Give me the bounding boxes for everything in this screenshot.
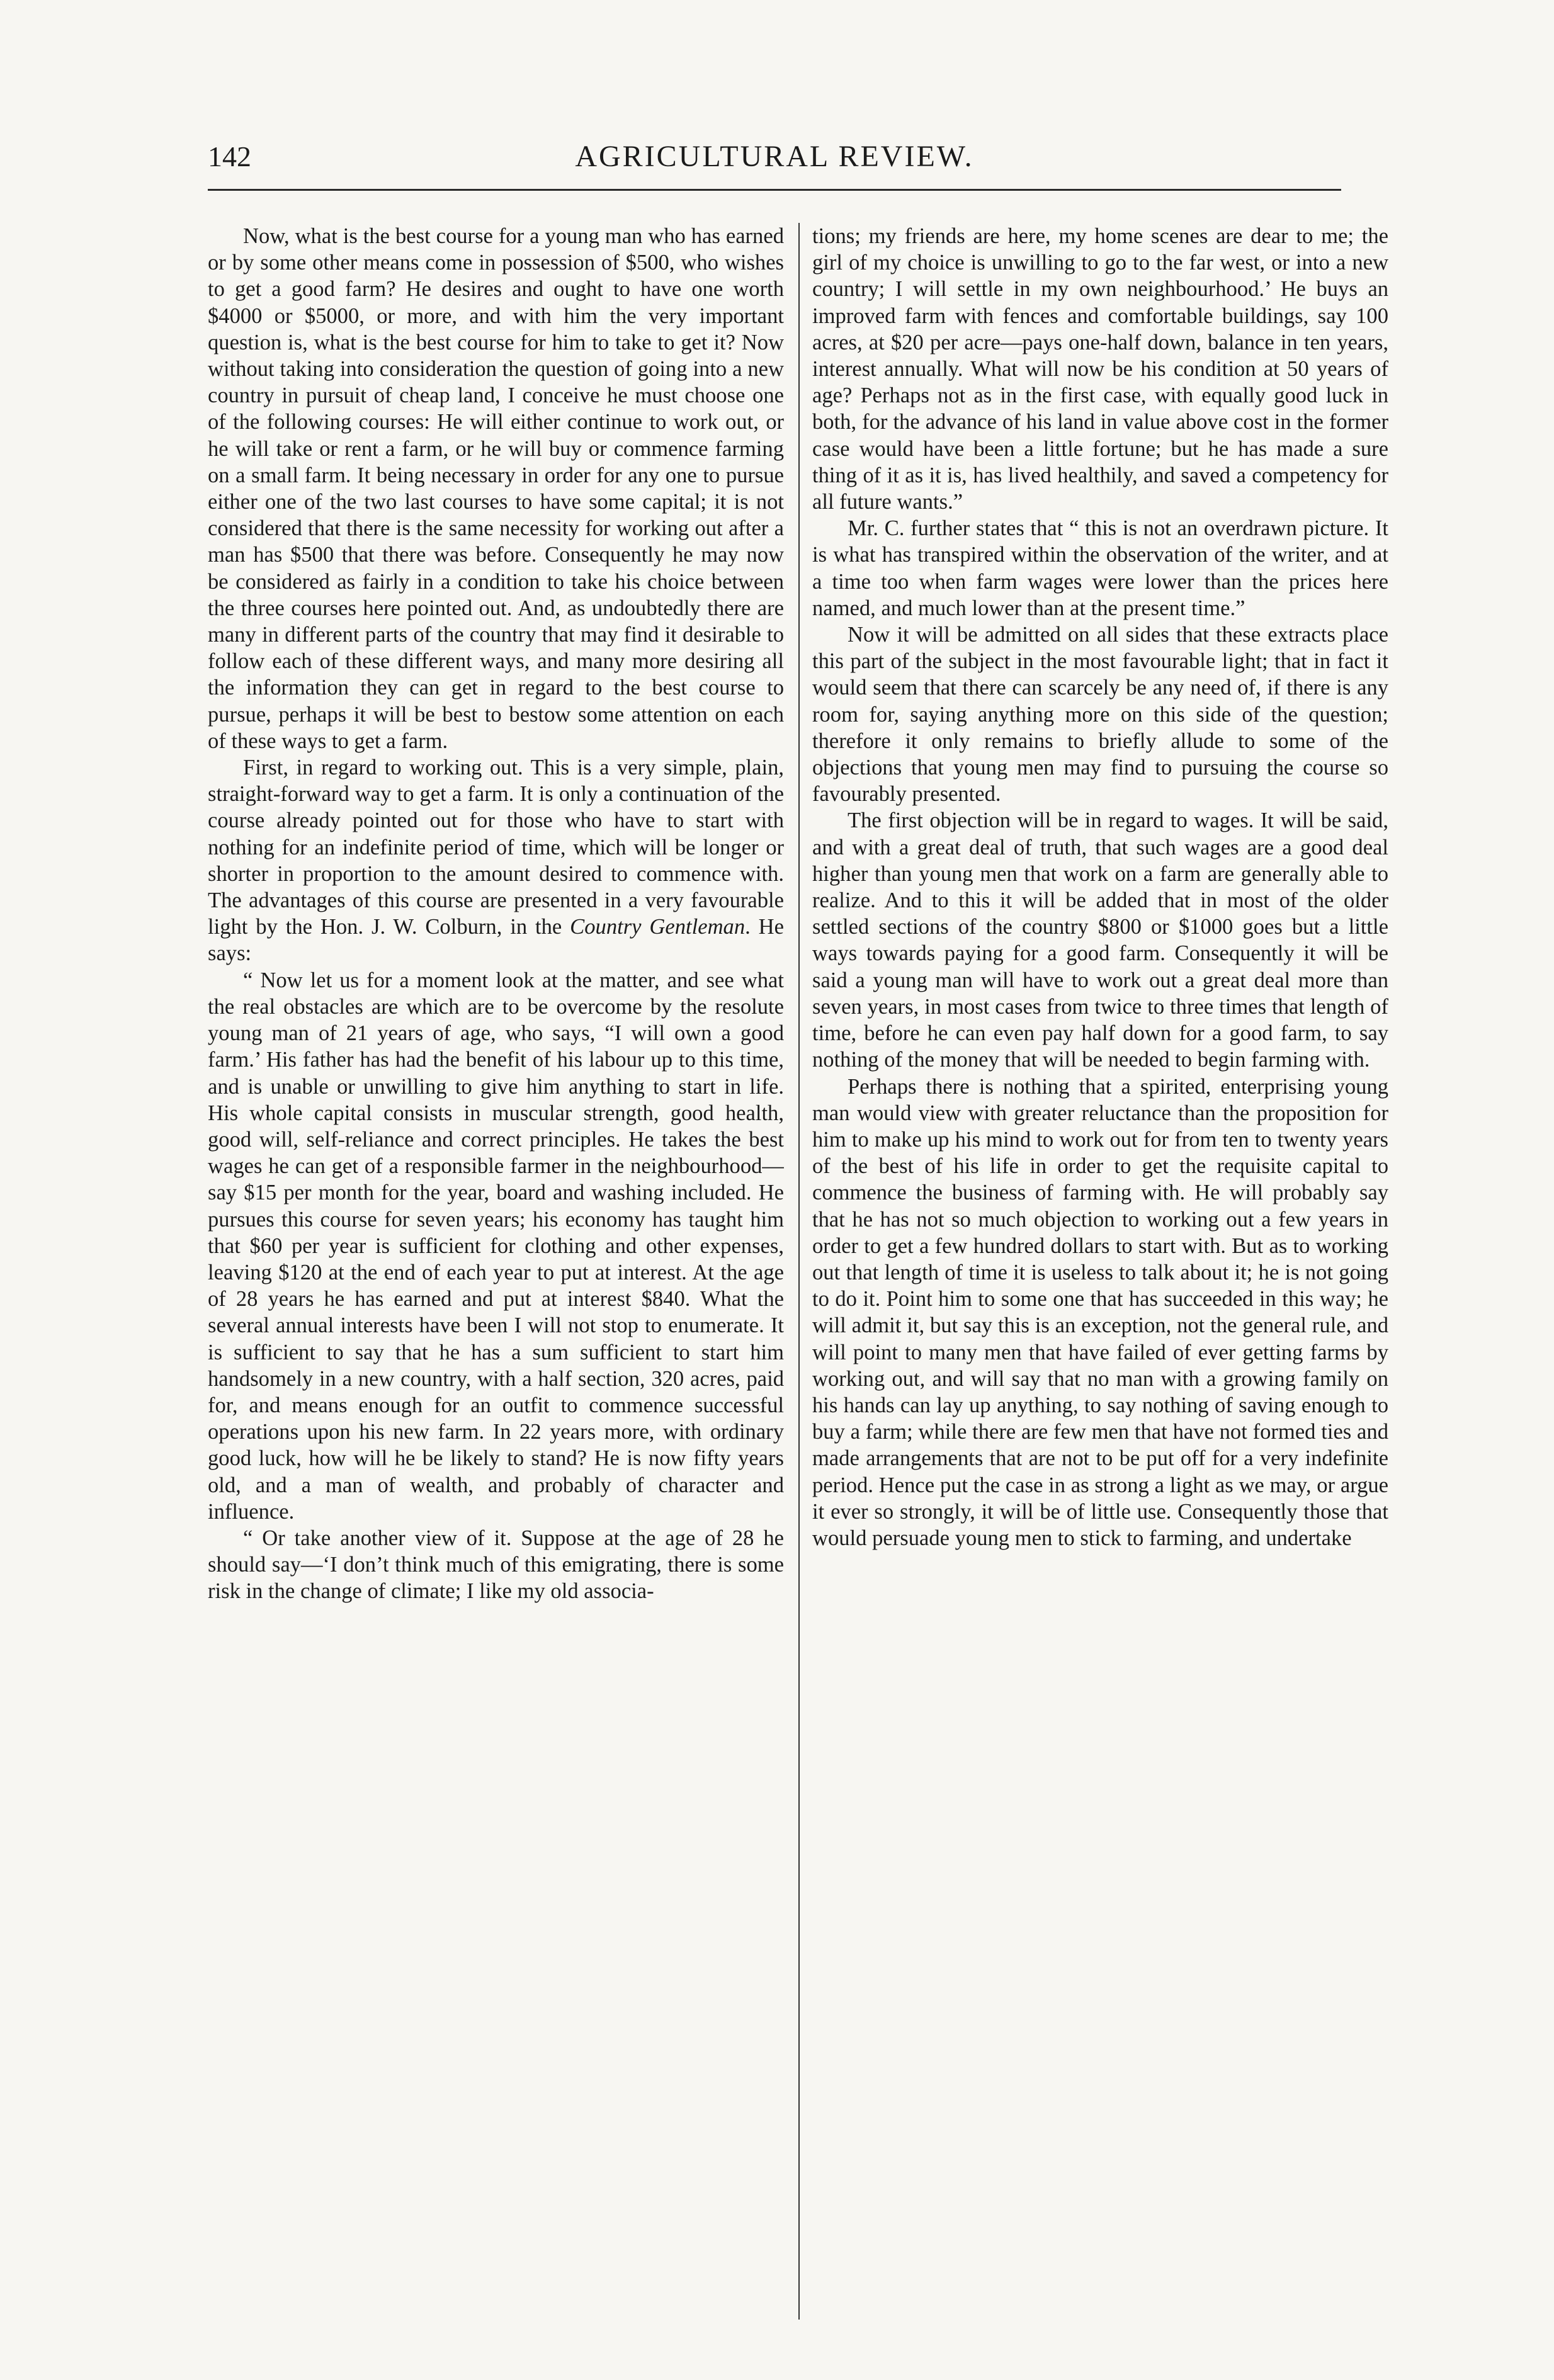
- paragraph: The first objection will be in regard to wages. It will be said, and with a great deal of truth, that such wages are a good deal higher than young men that work on a farm are generally able to realize. And to this it will be added that in most of the older settled sections of the country $800 or $1000 goes but a little ways towards paying for a good farm. Consequently it will be said a young man will have to work out a great deal more than seven years, in most cases from twice to three times that length of time, before he can even pay half down for a good farm, to say nothing of the money that will be needed to begin farming with.: [812, 808, 1388, 1072]
- quotation-paragraph: “ Now let us for a moment look at the matter, and see what the real obstacles are which are to be overcome by the resolute young man of 21 years of age, who says, “I will own a good farm.’ His father has had the benefit of his labour up to this time, and is unable or unwilling to give him anything to start in life. His whole capital consists in muscular strength, good health, good will, self-reliance and correct principles. He takes the best wages he can get of a responsible farmer in the neighbourhood—say $15 per month for the year, board and washing included. He pursues this course for seven years; his economy has taught him that $60 per year is sufficient for clothing and other expenses, leaving $120 at the end of each year to put at interest. At the age of 28 years he has earned and put at interest $840. What the several annual interests have been I will not stop to enumerate. It is sufficient to say that he has a sum sufficient to start him handsomely in a new country, with a half section, 320 acres, paid for, and means enough for an outfit to commence successful operations upon his new farm. In 22 years more, with ordinary good luck, how will he be likely to stand? He is now fifty years old, and a man of wealth, and probably of character and influence.: [208, 968, 784, 1524]
- paragraph-text: First, in regard to working out. This is a very simple, plain, straight-forward way to get a farm. It is only a continuation of the course already pointed out for those who have to start with nothing for an indefinite period of time, which will be longer or shorter in proportion to the amount desired to commence with. The advantages of this course are presented in a very favourable light by the Hon. J. W. Colburn, in the: [208, 756, 784, 939]
- paragraph: [208, 754, 784, 967]
- publication-title: Country Gentleman: [570, 915, 746, 939]
- paragraph: Perhaps there is nothing that a spirited, enterprising young man would view with greater reluctance than the proposition for him to make up his mind to work out for from ten to twenty years of the best of his life in order to get the requisite capital to commence the business of farming with. He will probably say that he has not so much objection to working out a few years in order to get a few hundred dollars to start with. But as to working out that length of time it is useless to talk about it; he is not going to do it. Point him to some one that has succeeded in this way; he will admit it, but say this is an exception, not the general rule, and will point to many men that have failed of ever getting farms by working out, and will say that no man with a growing family on his hands can lay up anything, to say nothing of saving enough to buy a farm; while there are few men that have not formed ties and made arrangements that are not to be put off for a very indefinite period. Hence put the case in as strong a light as we may, or argue it ever so strongly, it will be of little use. Consequently those that would persuade young men to stick to farming, and undertake: [812, 1074, 1388, 1550]
- paragraph-continued: tions; my friends are here, my home scenes are dear to me; the girl of my choice is unwilling to go to the far west, or into a new country; I will settle in my own neighbourhood.’ He buys an improved farm with fences and comfortable buildings, say 100 acres, at $20 per acre—pays one-half down, balance in ten years, interest annually. What will now be his condition at 50 years of age? Perhaps not as in the first case, with equally good luck in both, for the advance of his land in value above cost in the former case would have been a little fortune; but he has made a sure thing of it as it is, has lived healthily, and saved a competency for all future wants.”: [812, 224, 1388, 514]
- left-column: [208, 223, 784, 2320]
- paragraph: Now it will be admitted on all sides that these extracts place this part of the subject in the most favourable light; that in fact it would seem that there can scarcely be any need of, if there is any room for, saying anything more on this side of the question; therefore it only remains to briefly allude to some of the objections that young men may find to pursuing the course so favourably presented.: [812, 623, 1388, 807]
- running-title: AGRICULTURAL REVIEW.: [575, 140, 974, 173]
- column-divider: [798, 223, 800, 2320]
- page-header: [208, 137, 1341, 181]
- quotation-paragraph: “ Or take another view of it. Suppose at the age of 28 he should say—‘I don’t think much of this emigrating, there is some risk in the change of climate; I like my old associa-: [208, 1526, 784, 1604]
- right-column: [812, 223, 1388, 2320]
- page-number: 142: [208, 140, 251, 173]
- header-rule: [208, 189, 1341, 191]
- paragraph-text: . He says:: [208, 915, 784, 966]
- paragraph: Mr. C. further states that “ this is not an overdrawn picture. It is what has transpired within the observation of the writer, and at a time too when farm wages were lower than the prices here named, and much lower than at the present time.”: [812, 516, 1388, 620]
- paragraph: Now, what is the best course for a young man who has earned or by some other means come in possession of $500, who wishes to get a good farm? He desires and ought to have one worth $4000 or $5000, or more, and with him the very important question is, what is the best course for him to take to get it? Now without taking into consideration the question of going into a new country in pursuit of cheap land, I conceive he must choose one of the following courses: He will either continue to work out, or he will take or rent a farm, or he will buy or commence farming on a small farm. It being necessary in order for any one to pursue either one of the two last courses to have some capital; it is not considered that there is the same necessity for working out after a man has $500 that there was before. Consequently he may now be considered as fairly in a condition to take his choice between the three courses here pointed out. And, as undoubtedly there are many in different parts of the country that may find it desirable to follow each of these different ways, and many more desiring all the information they can get in regard to the best course to pursue, perhaps it will be best to bestow some attention on each of these ways to get a farm.: [208, 224, 784, 753]
